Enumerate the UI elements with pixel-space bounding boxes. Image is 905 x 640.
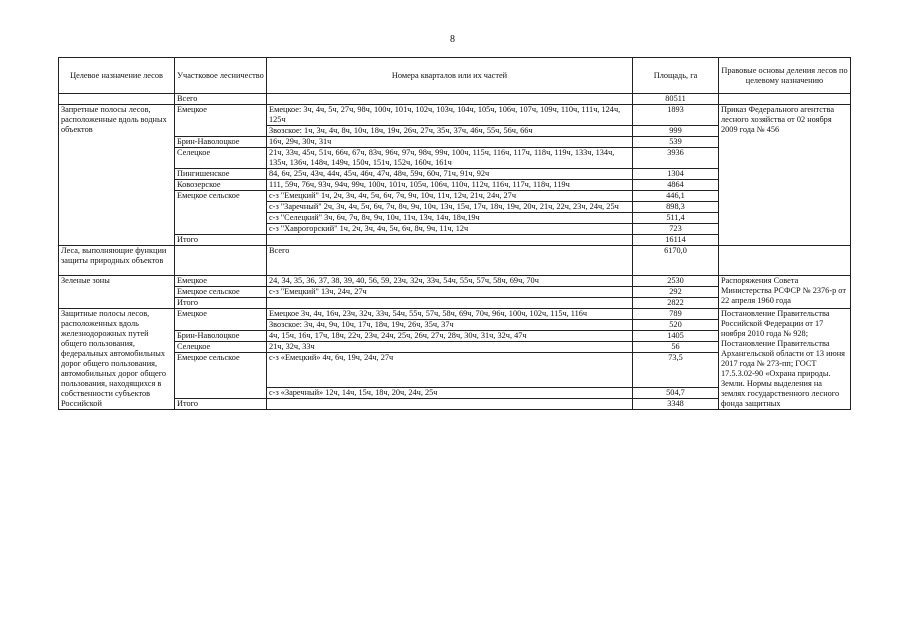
area-cell: 446,1 [633,191,719,202]
quarters-cell: с-з "Селецкий" 3ч, 6ч, 7ч, 8ч, 9ч, 10ч, 11ч, 13ч, 14ч, 18ч,19ч [267,213,633,224]
itogo-area: 3348 [633,399,719,410]
quarters-cell: 16ч, 29ч, 30ч, 31ч [267,137,633,148]
district-cell: Селецкое [175,342,267,353]
legal-basis-cell: Постановление Правительства Российской Федерации от 17 ноября 2010 года № 928; Постановление Правительства Архангельской области от 13 июня 2017 года № 273-пп; ГОСТ 17.5.3.02-90 «Охрана природы. Земли. Нормы выделения на землях государственного лесного фонда защитных [719,309,851,410]
purpose-cell: Запретные полосы лесов, расположенные вдоль водных объектов [59,105,175,246]
district-cell: Емецкое сельское [175,353,267,399]
quarters-cell: Звозское: 1ч, 3ч, 4ч, 8ч, 10ч, 18ч, 19ч, 26ч, 27ч, 35ч, 37ч, 46ч, 55ч, 56ч, 66ч [267,126,633,137]
total-area: 80511 [633,94,719,105]
district-cell: Брин-Наволоцкое [175,137,267,148]
empty-cell [267,399,633,410]
area-cell: 898,3 [633,202,719,213]
empty-cell [59,94,175,105]
area-cell: 789 [633,309,719,320]
area-cell: 6170,0 [633,246,719,276]
table-row [59,94,851,105]
header-quarters: Номера кварталов или их частей [267,58,633,94]
area-cell: 511,4 [633,213,719,224]
purpose-cell: Леса, выполняющие функции защиты природных объектов [59,246,175,276]
forest-purpose-table [58,57,851,410]
purpose-cell: Защитные полосы лесов, расположенных вдоль железнодорожных путей общего пользования, федеральных автомобильных дорог общего пользования, автомобильных дорог общего пользования, находящихся в собственности субъектов Российской [59,309,175,410]
area-cell: 3936 [633,148,719,169]
district-cell: Емецкое сельское [175,191,267,235]
quarters-cell: Емецкое 3ч, 4ч, 16ч, 23ч, 32ч, 33ч, 54ч, 55ч, 57ч, 58ч, 69ч, 70ч, 96ч, 100ч, 102ч, 115ч, 116ч [267,309,633,320]
table-row [59,309,851,320]
area-cell: 73,5 [633,353,719,388]
district-cell: Емецкое [175,276,267,287]
empty-cell [267,94,633,105]
header-legal: Правовые основы деления лесов по целевому назначению [719,58,851,94]
itogo-area: 16114 [633,235,719,246]
table-row [59,246,851,276]
quarters-cell: 111, 59ч, 76ч, 93ч, 94ч, 99ч, 100ч, 101ч, 105ч, 106ч, 110ч, 112ч, 116ч, 117ч, 118ч, 119ч [267,180,633,191]
area-cell: 1304 [633,169,719,180]
quarters-cell: Всего [267,246,633,276]
area-cell: 56 [633,342,719,353]
table-row [59,105,851,126]
itogo-label: Итого [175,298,267,309]
total-label: Всего [175,94,267,105]
empty-cell [175,246,267,276]
district-cell: Ковозерское [175,180,267,191]
empty-cell [267,235,633,246]
page-number: 8 [450,34,455,45]
district-cell: Емецкое [175,309,267,331]
quarters-cell: 21ч, 32ч, 33ч [267,342,633,353]
district-cell: Емецкое [175,105,267,137]
area-cell: 999 [633,126,719,137]
empty-cell [719,246,851,276]
area-cell: 292 [633,287,719,298]
empty-cell [267,298,633,309]
legal-basis-cell: Распоряжения Совета Министерства РСФСР № 2376-р от 22 апреля 1960 года [719,276,851,309]
area-cell: 1405 [633,331,719,342]
area-cell: 504,7 [633,388,719,399]
area-cell: 4864 [633,180,719,191]
quarters-cell: с-з «Емецкий» 4ч, 6ч, 19ч, 24ч, 27ч [267,353,633,388]
area-cell: 723 [633,224,719,235]
legal-basis-cell: Приказ Федерального агентства лесного хозяйства от 02 ноября 2009 года № 456 [719,105,851,246]
purpose-cell: Зеленые зоны [59,276,175,309]
quarters-cell: 24, 34, 35, 36, 37, 38, 39, 40, 56, 59, 23ч, 32ч, 33ч, 54ч, 55ч, 57ч, 58ч, 69ч, 70ч [267,276,633,287]
district-cell: Емецкое сельское [175,287,267,298]
quarters-cell: с-з "Хаврогорский" 1ч, 2ч, 3ч, 4ч, 5ч, 6ч, 8ч, 9ч, 11ч, 12ч [267,224,633,235]
header-district: Участковое лесничество [175,58,267,94]
header-area: Площадь, га [633,58,719,94]
quarters-cell: с-з "Емецкий" 13ч, 24ч, 27ч [267,287,633,298]
area-cell: 539 [633,137,719,148]
area-cell: 2530 [633,276,719,287]
quarters-cell: 84, 6ч, 25ч, 43ч, 44ч, 45ч, 46ч, 47ч, 48ч, 59ч, 60ч, 71ч, 91ч, 92ч [267,169,633,180]
quarters-cell: Звозское: 3ч, 4ч, 9ч, 10ч, 17ч, 18ч, 19ч, 26ч, 35ч, 37ч [267,320,633,331]
quarters-cell: с-з "Емецкий" 1ч, 2ч, 3ч, 4ч, 5ч, 6ч, 7ч, 9ч, 10ч, 11ч, 12ч, 21ч, 24ч, 27ч [267,191,633,202]
itogo-label: Итого [175,399,267,410]
district-cell: Брин-Наволоцкое [175,331,267,342]
area-cell: 1893 [633,105,719,126]
itogo-label: Итого [175,235,267,246]
area-cell: 520 [633,320,719,331]
district-cell: Селецкое [175,148,267,169]
quarters-cell: 4ч, 15ч, 16ч, 17ч, 18ч, 22ч, 23ч, 24ч, 25ч, 26ч, 27ч, 28ч, 30ч, 31ч, 32ч, 47ч [267,331,633,342]
quarters-cell: Емецкое: 3ч, 4ч, 5ч, 27ч, 98ч, 100ч, 101ч, 102ч, 103ч, 104ч, 105ч, 106ч, 107ч, 109ч, 110ч, 111ч, 124ч, 125ч [267,105,633,126]
header-row [59,58,851,94]
itogo-area: 2822 [633,298,719,309]
empty-cell [719,94,851,105]
quarters-cell: с-з «Заречный» 12ч, 14ч, 15ч, 18ч, 20ч, 24ч, 25ч [267,388,633,399]
quarters-cell: с-з "Заречный" 2ч, 3ч, 4ч, 5ч, 6ч, 7ч, 8ч, 9ч, 10ч, 13ч, 15ч, 17ч, 18ч, 19ч, 20ч, 21ч, 22ч, 23ч, 24ч, 25ч [267,202,633,213]
header-purpose: Целевое назначение лесов [59,58,175,94]
district-cell: Пингишенское [175,169,267,180]
table-row [59,276,851,287]
quarters-cell: 21ч, 33ч, 45ч, 51ч, 66ч, 67ч, 83ч, 96ч, 97ч, 98ч, 99ч, 100ч, 115ч, 116ч, 117ч, 118ч, 119ч, 133ч, 134ч, 135ч, 136ч, 148ч, 149ч, 150ч, 151ч, 152ч, 160ч, 161ч [267,148,633,169]
